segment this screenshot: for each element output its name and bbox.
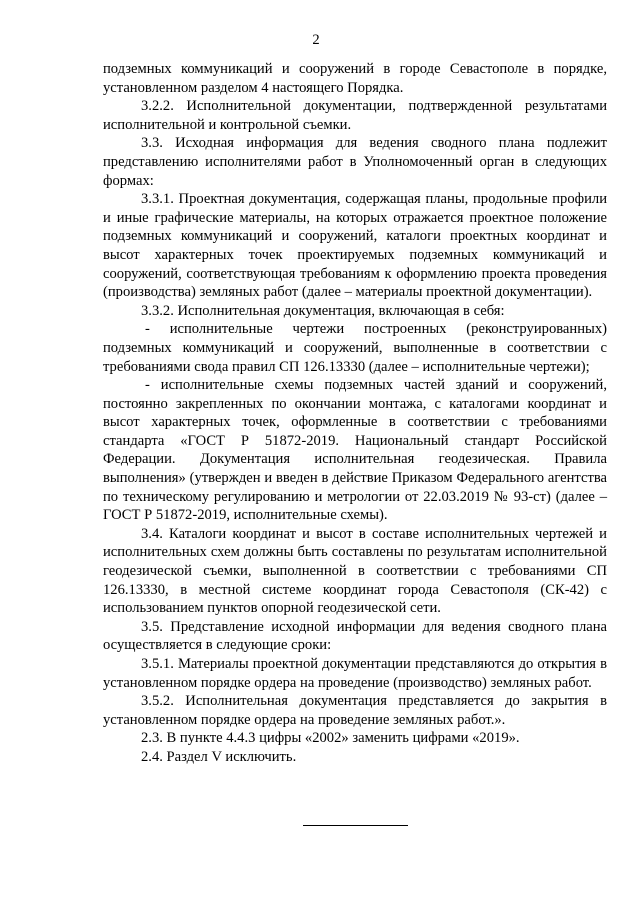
document-body <box>103 60 607 767</box>
paragraph: 3.5.2. Исполнительная документация представляется до закрытия в установленном порядке ордера на проведение земляных работ.». <box>103 693 607 728</box>
paragraph: 3.4. Каталоги координат и высот в составе исполнительных чертежей и исполнительных схем должны быть составлены по результатам исполнительной геодезической съемки, выполненной в соответствии с требованиями СП 126.13330, в местной системе координат города Севастополя (СК-42) с использованием пунктов опорной геодезической сети. <box>103 525 607 617</box>
paragraph: 2.4. Раздел V исключить. <box>141 748 297 765</box>
paragraph: - исполнительные чертежи построенных (реконструированных) подземных коммуникаций и сооружений, выполненные в соответствии с требованиями свода правил СП 126.13330 (далее – исполнительные чертежи); <box>103 321 607 375</box>
closing-rule <box>303 825 408 826</box>
paragraph: 3.3.2. Исполнительная документация, включающая в себя: <box>141 302 505 319</box>
paragraph: 3.3. Исходная информация для ведения сводного плана подлежит представлению исполнителями работ в Уполномоченный орган в следующих формах: <box>103 135 607 189</box>
paragraph: 3.3.1. Проектная документация, содержащая планы, продольные профили и иные графические материалы, на которых отражается проектное положение подземных коммуникаций и сооружений, каталоги проектных координат и высот характерных точек проектируемых подземных коммуникаций и сооружений, соответствующая требованиям к оформлению проекта проведения (производства) земляных работ (далее – материалы проектной документации). <box>103 191 607 301</box>
paragraph: - исполнительные схемы подземных частей зданий и сооружений, постоянно закрепленных по окончании монтажа, с каталогами координат и высот характерных точек, оформленные в соответствии с требованиями стандарта «ГОСТ Р 51872-2019. Национальный стандарт Российской Федерации. Документация исполнительная геодезическая. Правила выполнения» (утвержден и введен в действие Приказом Федерального агентства по техническому регулированию и метрологии от 22.03.2019 № 93-ст) (далее – ГОСТ Р 51872-2019, исполнительные схемы). <box>103 377 607 524</box>
paragraph: 2.3. В пункте 4.4.3 цифры «2002» заменить цифрами «2019». <box>141 730 520 747</box>
page-number: 2 <box>312 32 320 48</box>
paragraph: 3.2.2. Исполнительной документации, подтвержденной результатами исполнительной и контрольной съемки. <box>103 98 607 133</box>
paragraph: подземных коммуникаций и сооружений в городе Севастополе в порядке, установленном разделом 4 настоящего Порядка. <box>103 61 607 96</box>
paragraph: 3.5.1. Материалы проектной документации представляются до открытия в установленном порядке ордера на проведение (производство) земляных работ. <box>103 656 607 691</box>
paragraph: 3.5. Представление исходной информации для ведения сводного плана осуществляется в следующие сроки: <box>103 618 607 654</box>
